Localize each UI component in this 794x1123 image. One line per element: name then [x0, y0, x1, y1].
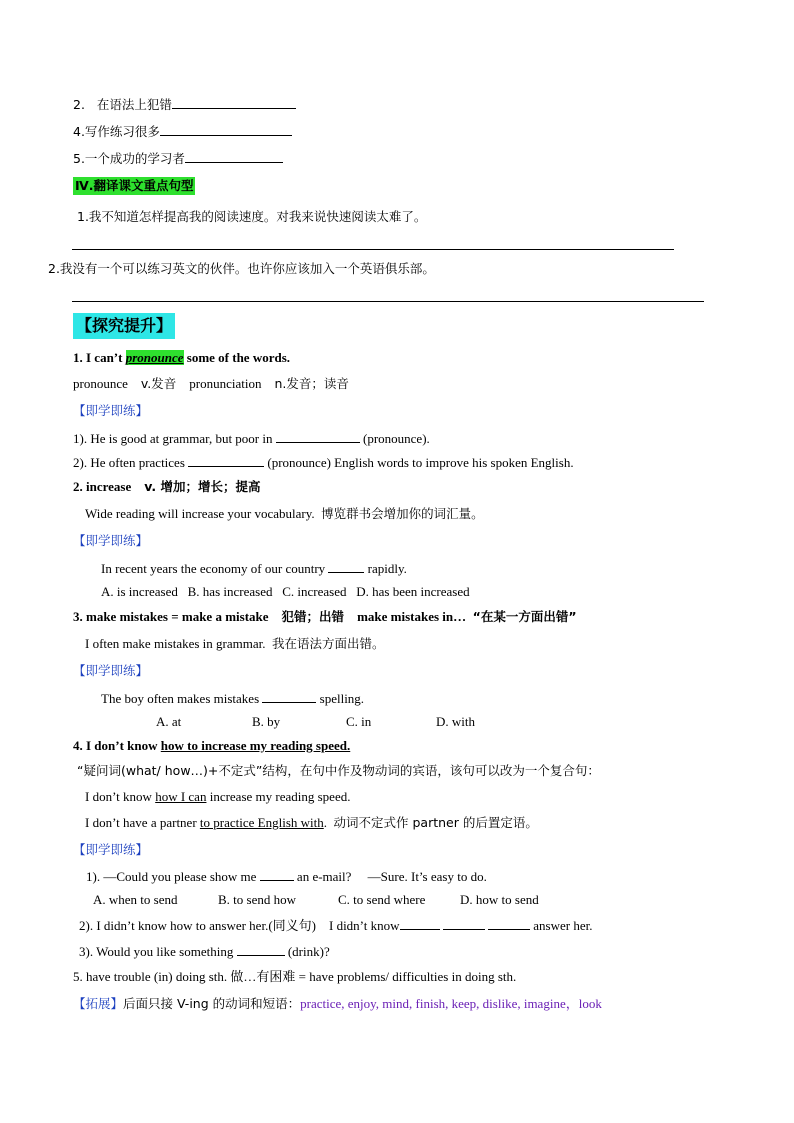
exercise-text: spelling.: [316, 691, 365, 706]
option-d[interactable]: D. has been increased: [356, 584, 470, 599]
answer-blank[interactable]: [488, 917, 530, 930]
answer-blank[interactable]: [276, 430, 360, 443]
exercise-question: [101, 560, 407, 577]
example-translation: 博览群书会增加你的词汇量。: [321, 506, 484, 521]
item-text: 在语法上犯错: [96, 97, 172, 112]
answer-line[interactable]: [72, 301, 704, 302]
exercise-text: 1). He is good at grammar, but poor in: [73, 431, 276, 446]
item-text: 5.一个成功的学习者: [73, 151, 185, 166]
exercise-text: I didn’t know: [328, 918, 400, 933]
exercise-text: answer her.: [530, 918, 593, 933]
extension-words: practice, enjoy, mind, finish, keep, dislike, imagine，look: [300, 996, 602, 1011]
exercise-1: [73, 430, 430, 447]
underlined-phrase: to practice English with: [199, 815, 324, 830]
point-3-heading: [73, 609, 577, 625]
point-3-example: [85, 636, 385, 652]
answer-blank[interactable]: [328, 560, 364, 573]
extension-line: [73, 996, 602, 1012]
explore-title: 【探究提升】: [73, 313, 175, 339]
exercise-text: rapidly.: [364, 561, 407, 576]
word: pronounce: [73, 376, 128, 391]
example-note: 动词不定式作 partner 的后置定语。: [333, 815, 538, 830]
extension-label: 【拓展】: [73, 996, 124, 1011]
example-text: .: [323, 815, 327, 830]
definition: 犯错；出错: [281, 609, 345, 624]
heading-text: some of the words.: [183, 350, 291, 365]
vocab-item-2: [73, 96, 296, 113]
heading-text: 2. increase: [73, 479, 132, 494]
definition: v. 增加；增长；提高: [144, 479, 261, 494]
practice-label: 【即学即练】: [73, 533, 149, 548]
exercise-text: (drink)?: [284, 944, 330, 959]
exercise-reply: —Sure. It’s easy to do.: [367, 869, 487, 884]
item-text: 4.写作练习很多: [73, 124, 160, 139]
definition: n.发音；读音: [274, 376, 349, 391]
point-2-heading: [73, 479, 260, 495]
answer-blank[interactable]: [172, 96, 296, 109]
example-text: I don’t have a partner: [85, 815, 200, 830]
option-b[interactable]: B. has increased: [187, 584, 273, 599]
point-5-heading: 5. have trouble (in) doing sth. 做…有困难 = have problems/ difficulties in doing sth.: [73, 969, 517, 984]
exercise-text: 3). Would you like something: [79, 944, 237, 959]
exercise-options: [101, 584, 470, 600]
translate-q1: 1.我不知道怎样提高我的阅读速度。对我来说快速阅读太难了。: [77, 209, 427, 224]
option-c[interactable]: C. to send where: [338, 892, 426, 907]
practice-label: 【即学即练】: [73, 842, 149, 857]
exercise-text: The boy often makes mistakes: [101, 691, 263, 706]
example-text: I often make mistakes in grammar.: [85, 636, 266, 651]
answer-blank[interactable]: [185, 150, 283, 163]
exercise-text: 2). He often practices: [73, 455, 189, 470]
example-text: increase my reading speed.: [206, 789, 351, 804]
option-a[interactable]: A. at: [156, 714, 182, 729]
underlined-phrase: how I can: [155, 789, 207, 804]
underlined-phrase: how to increase my reading speed.: [160, 738, 351, 753]
practice-label: 【即学即练】: [73, 663, 149, 678]
example-text: I don’t know: [85, 789, 156, 804]
heading-text: 4. I don’t know: [73, 738, 161, 753]
exercise-question: [101, 690, 364, 707]
point-4-note: “疑问词(what/ how…)+不定式”结构，在句中作及物动词的宾语，该句可以改为一个复合句：: [77, 763, 600, 778]
answer-blank[interactable]: [160, 123, 292, 136]
vocab-item-4: [73, 123, 292, 140]
exercise-2: [79, 917, 592, 934]
exercise-text: In recent years the economy of our country: [101, 561, 329, 576]
point-4-example-1: [85, 789, 350, 805]
extension-text: 后面只接 V-ing 的动词和短语：: [123, 996, 301, 1011]
example-translation: 我在语法方面出错。: [272, 636, 385, 651]
answer-blank[interactable]: [262, 690, 316, 703]
exercise-text: 2). I didn’t know how to answer her.(同义句): [79, 918, 316, 933]
exercise-1: [86, 868, 487, 885]
option-a[interactable]: A. when to send: [93, 892, 178, 907]
definition: v.发音: [140, 376, 177, 391]
example-text: Wide reading will increase your vocabulary.: [85, 506, 315, 521]
vocab-item-5: [73, 150, 283, 167]
option-b[interactable]: B. to send how: [218, 892, 296, 907]
word: pronunciation: [189, 376, 262, 391]
point-4-example-2: [85, 815, 538, 831]
option-d[interactable]: D. with: [436, 714, 475, 729]
highlight-word: pronounce: [125, 350, 184, 365]
exercise-text: 1). —Could you please show me: [86, 869, 260, 884]
answer-line[interactable]: [72, 249, 674, 250]
option-c[interactable]: C. increased: [282, 584, 347, 599]
heading-text: 1. I can’t: [73, 350, 126, 365]
definition: “在某一方面出错”: [472, 609, 577, 624]
practice-label: 【即学即练】: [73, 403, 149, 418]
answer-blank[interactable]: [400, 917, 440, 930]
translate-q2: 2.我没有一个可以练习英文的伙伴。也许你应该加入一个英语俱乐部。: [48, 261, 435, 276]
option-a[interactable]: A. is increased: [101, 584, 178, 599]
point-1-heading: [73, 350, 290, 366]
answer-blank[interactable]: [260, 868, 294, 881]
point-4-heading: [73, 738, 350, 754]
section-title: Ⅳ.翻译课文重点句型: [75, 178, 194, 193]
exercise-2: [73, 454, 574, 471]
exercise-text: an e-mail?: [293, 869, 352, 884]
heading-text: make mistakes in…: [357, 609, 467, 624]
answer-blank[interactable]: [237, 943, 285, 956]
point-1-vocab: [73, 376, 349, 392]
answer-blank[interactable]: [188, 454, 264, 467]
point-2-example: [85, 506, 484, 522]
heading-text: 3. make mistakes = make a mistake: [73, 609, 269, 624]
answer-blank[interactable]: [443, 917, 485, 930]
exercise-text: (pronounce).: [359, 431, 430, 446]
exercise-text: (pronounce) English words to improve his spoken English.: [264, 455, 574, 470]
option-b[interactable]: B. by: [252, 714, 281, 729]
option-c[interactable]: C. in: [346, 714, 372, 729]
option-d[interactable]: D. how to send: [460, 892, 539, 907]
item-number: 2.: [73, 97, 85, 112]
exercise-3: [79, 943, 330, 960]
